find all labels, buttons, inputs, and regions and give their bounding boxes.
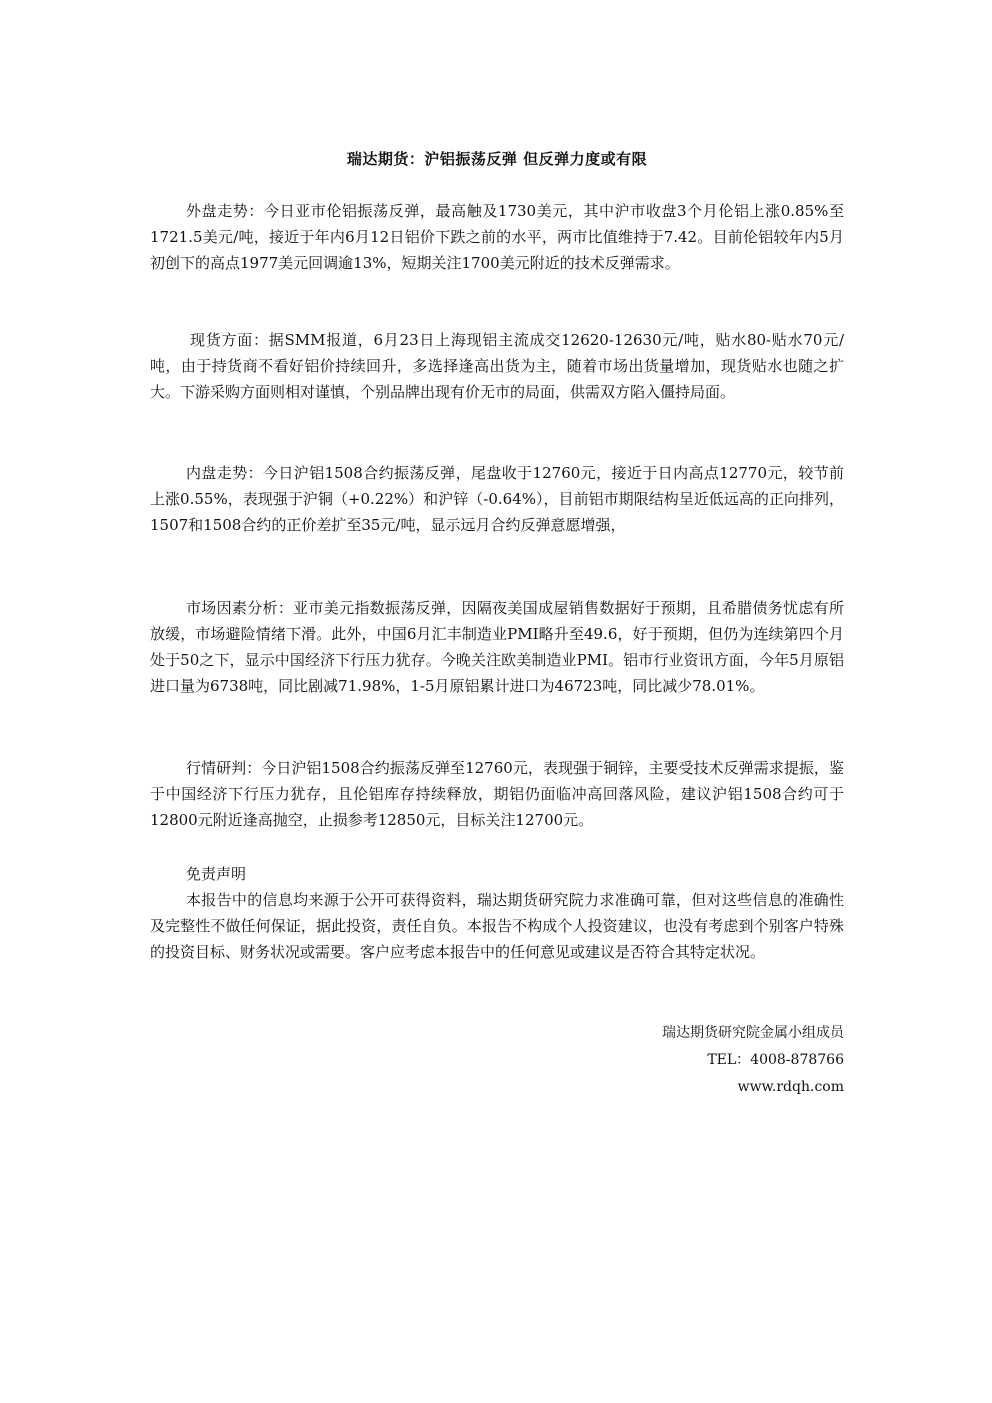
paragraph-market-outlook: 行情研判：今日沪铝1508合约振荡反弹至12760元，表现强于铜锌，主要受技术反弹需求提振，鉴于中国经济下行压力犹存，且伦铝库存持续释放，期铝仍面临冲高回落风险，建议沪铝1508合约可于12800元附近逢高抛空，止损参考12850元，目标关注12700元。 — [150, 759, 844, 829]
footer-tel: TEL：4008-878766 — [707, 1052, 844, 1068]
footer-website: www.rdqh.com — [737, 1079, 844, 1095]
footer-org: 瑞达期货研究院金属小组成员 — [662, 1025, 844, 1041]
paragraph-market-factors: 市场因素分析：亚市美元指数振荡反弹，因隔夜美国成屋销售数据好于预期，且希腊债务忧虑有所放缓，市场避险情绪下滑。此外，中国6月汇丰制造业PMI略升至49.6，好于预期，但仍为连续第四个月处于50之下，显示中国经济下行压力犹存。今晚关注欧美制造业PMI。铝市行业资讯方面，今年5月原铝进口量为6738吨，同比剧减71.98%，1-5月原铝累计进口为46723吨，同比减少78.01%。 — [150, 599, 844, 695]
document-title: 瑞达期货：沪铝振荡反弹 但反弹力度或有限 — [346, 150, 648, 168]
footer-contact — [662, 1020, 844, 1101]
paragraph-domestic-market: 内盘走势：今日沪铝1508合约振荡反弹，尾盘收于12760元，接近于日内高点12770元，较节前上涨0.55%，表现强于沪铜（+0.22%）和沪锌（-0.64%），目前铝市期限结构呈近低远高的正向排列，1507和1508合约的正价差扩至35元/吨，显示远月合约反弹意愿增强， — [150, 464, 844, 534]
paragraph-external-market: 外盘走势：今日亚市伦铝振荡反弹，最高触及1730美元，其中沪市收盘3个月伦铝上涨0.85%至1721.5美元/吨，接近于年内6月12日铝价下跌之前的水平，两市比值维持于7.42。目前伦铝较年内5月初创下的高点1977美元回调逾13%，短期关注1700美元附近的技术反弹需求。 — [150, 202, 844, 272]
paragraph-spot-market: 现货方面：据SMM报道，6月23日上海现铝主流成交12620-12630元/吨，贴水80-贴水70元/吨，由于持货商不看好铝价持续回升，多选择逢高出货为主，随着市场出货量增加，现货贴水也随之扩大。下游采购方面则相对谨慎，个别品牌出现有价无市的局面，供需双方陷入僵持局面。 — [150, 331, 844, 401]
disclaimer-text: 本报告中的信息均来源于公开可获得资料，瑞达期货研究院力求准确可靠，但对这些信息的准确性及完整性不做任何保证，据此投资，责任自负。本报告不构成个人投资建议，也没有考虑到个别客户特殊的投资目标、财务状况或需要。客户应考虑本报告中的任何意见或建议是否符合其特定状况。 — [150, 891, 844, 961]
disclaimer-heading: 免责声明 — [186, 865, 247, 883]
